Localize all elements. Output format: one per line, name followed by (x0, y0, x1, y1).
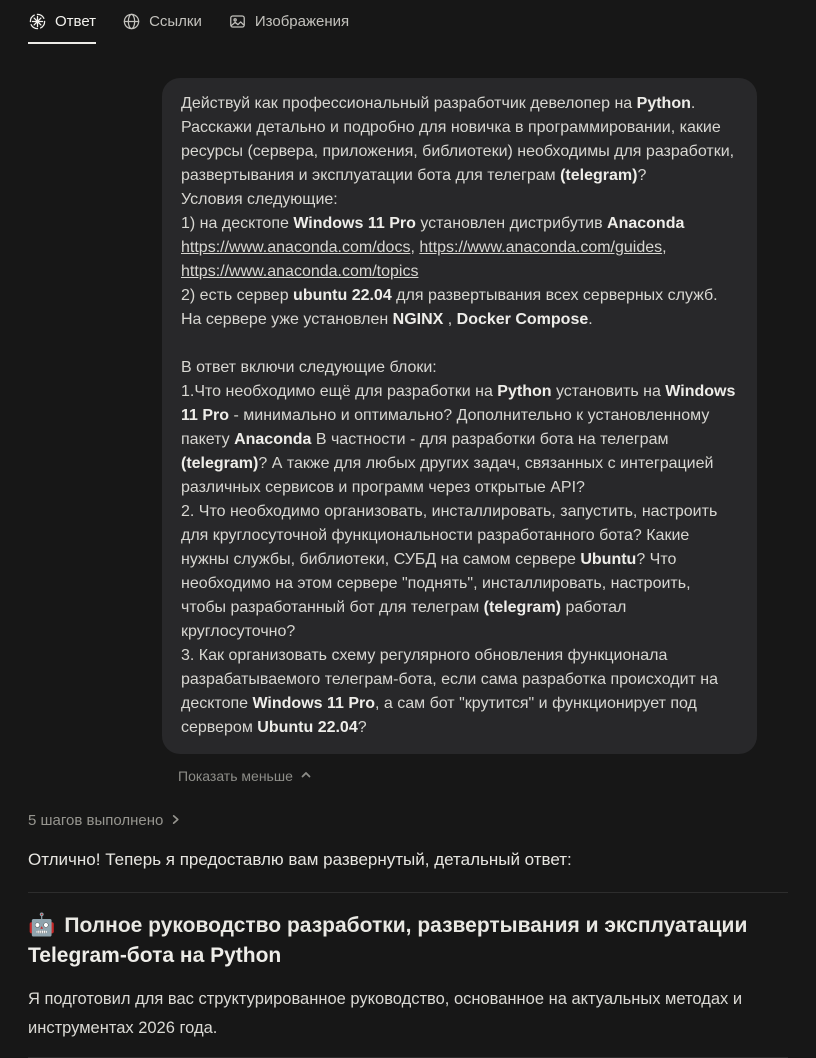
inline-link[interactable]: https://www.anaconda.com/guides (419, 239, 663, 256)
tab-answer-label: Ответ (55, 13, 97, 30)
tab-bar (28, 0, 788, 44)
show-less-label: Показать меньше (178, 768, 293, 784)
tab-links[interactable] (122, 12, 202, 44)
chevron-right-icon (170, 812, 181, 829)
text-segment: 2) есть сервер (181, 287, 294, 304)
text-segment: Полное руководство разработки, развертывания и эксплуатации (64, 914, 748, 937)
text-segment: Python (210, 944, 282, 967)
text-segment: , (443, 311, 457, 328)
answer-heading (28, 910, 788, 971)
text-segment: NGINX (392, 311, 444, 328)
images-icon (228, 12, 247, 31)
chevron-up-icon (300, 768, 312, 784)
text-segment: работал круглосуточно? (181, 599, 627, 640)
text-segment: Python (497, 383, 552, 400)
show-less-button[interactable] (178, 768, 312, 784)
text-segment: Ubuntu (580, 551, 637, 568)
text-segment: ? А также для любых других задач, связанных с интеграцией различных сервисов и программ через открытые API? (181, 455, 714, 496)
message-line (181, 332, 738, 356)
text-segment: ? Что необходимо на этом сервере "поднять", инсталлировать, настроить, чтобы разработанный бот для телеграм (181, 551, 691, 616)
text-segment: - минимально и оптимально? Дополнительно к установленному пакету (181, 407, 710, 448)
text-segment: Ubuntu 22.04 (257, 719, 358, 736)
text-segment: Действуй как профессиональный разработчик девелопер на (181, 95, 637, 112)
text-segment: (telegram) (483, 599, 562, 616)
text-segment: Windows 11 Pro (252, 695, 376, 712)
tab-images[interactable] (228, 12, 349, 44)
text-segment: Windows 11 Pro (181, 383, 736, 424)
inline-link[interactable]: https://www.anaconda.com/docs (181, 239, 411, 256)
text-segment: . Расскажи детально и подробно для новичка в программировании, какие ресурсы (сервера, приложения, библиотеки) необходимы для разработки, развертывания и эксплуатации бота для телеграм (181, 95, 735, 184)
text-segment: , а сам бот "крутится" и функционирует под сервером (181, 695, 697, 736)
text-segment: Anaconda (234, 431, 312, 448)
message-line (181, 380, 738, 500)
text-segment: ubuntu 22.04 (293, 287, 392, 304)
message-line (181, 356, 738, 380)
message-line (181, 500, 738, 644)
message-line (181, 212, 738, 284)
text-segment: Windows 11 Pro (293, 215, 416, 232)
text-segment: 1) на десктопе (181, 215, 294, 232)
text-segment: 1.Что необходимо ещё для разработки на (181, 383, 498, 400)
text-segment: В частности - для разработки бота на телеграм (311, 431, 669, 448)
text-segment: , (410, 239, 420, 256)
tab-answer[interactable] (28, 12, 96, 44)
steps-completed-label: 5 шагов выполнено (28, 812, 164, 829)
text-segment: (telegram) (560, 167, 638, 184)
text-segment: установлен дистрибутив (415, 215, 608, 232)
text-segment: Telegram-бота (28, 944, 175, 967)
text-segment: установить на (551, 383, 666, 400)
text-segment: Python (636, 95, 691, 112)
text-segment: . (588, 311, 593, 328)
robot-emoji-icon: 🤖 (28, 912, 56, 937)
tab-images-label: Изображения (254, 13, 350, 30)
text-segment: , (662, 239, 667, 256)
user-message-bubble (162, 78, 757, 754)
message-line (181, 284, 738, 332)
text-segment: Anaconda (607, 215, 685, 232)
section-divider (28, 892, 788, 893)
text-segment: Docker Compose (456, 311, 589, 328)
text-segment: ? (357, 719, 367, 736)
inline-link[interactable]: https://www.anaconda.com/topics (181, 263, 419, 280)
globe-icon (122, 12, 141, 31)
text-segment: ? (637, 167, 647, 184)
text-segment: 2. Что необходимо организовать, инсталлировать, запустить, настроить для круглосуточной функциональности разработанного бота? Какие нужны службы, библиотеки, СУБД на самом сервере (181, 503, 718, 568)
answer-lead-text: Я подготовил для вас структурированное руководство, основанное на актуальных методах и инструментах 2026 года. (28, 990, 743, 1037)
text-segment: для развертывания всех серверных служб. На сервере уже установлен (181, 287, 718, 328)
message-line (181, 644, 738, 740)
tab-links-label: Ссылки (149, 13, 202, 30)
text-segment: В ответ включи следующие блоки: (181, 359, 437, 376)
answer-heading-text (28, 914, 747, 967)
text-segment: Условия следующие: (181, 191, 338, 208)
answer-intro-text: Отлично! Теперь я предоставлю вам развернутый, детальный ответ: (28, 850, 572, 869)
steps-completed-toggle[interactable] (28, 812, 181, 829)
message-line (181, 188, 738, 212)
message-line (181, 92, 738, 188)
text-segment: 3. Как организовать схему регулярного обновления функционала разрабатываемого телеграм-бота, если сама разработка происходит на десктопе (181, 647, 719, 712)
text-segment: (telegram) (181, 455, 259, 472)
text-segment: на (174, 944, 211, 967)
spark-answer-icon (28, 12, 47, 31)
